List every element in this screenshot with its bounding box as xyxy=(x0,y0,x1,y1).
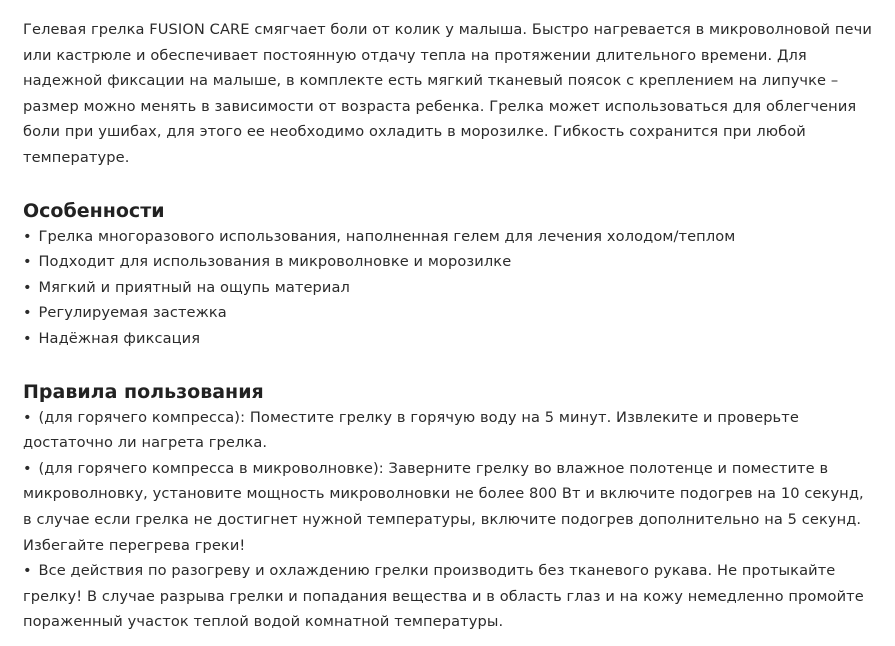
bullet-dot: • xyxy=(23,227,32,245)
features-item-text: Грелка многоразового использования, наполненная гелем для лечения холодом/теплом xyxy=(38,227,736,245)
rules-list-item xyxy=(23,558,875,635)
rules-item-text: (для горячего компресса в микроволновке): Заверните грелку во влажное полотенце и поместите в микроволновку, установите мощность микроволновки не более 800 Вт и включите подогрев на 10 секунд, в случае если грелка не достигнет нужной температуры, включите подогрев дополнительно на 5 секунд. Избегайте перегрева греки! xyxy=(23,459,864,554)
features-list-item xyxy=(23,300,875,326)
features-list xyxy=(23,224,875,352)
features-item-text: Подходит для использования в микроволновке и морозилке xyxy=(38,253,512,271)
features-item-text: Регулируемая застежка xyxy=(38,304,227,322)
bullet-dot: • xyxy=(23,304,32,322)
features-heading: Особенности xyxy=(23,199,165,222)
rules-list-item xyxy=(23,456,875,558)
intro-paragraph: Гелевая грелка FUSION CARE смягчает боли от колик у малыша. Быстро нагревается в микроволновой печи или кастрюле и обеспечивает постоянную отдачу тепла на протяжении длительного времени. Для надежной фиксации на малыше, в комплекте есть мягкий тканевый поясок с креплением на липучке – размер можно менять в зависимости от возраста ребенка. Грелка может использоваться для облегчения боли при ушибах, для этого ее необходимо охладить в морозилке. Гибкость сохранится при любой температуре. xyxy=(23,21,872,166)
rules-item-text: Все действия по разогреву и охлаждению грелки производить без тканевого рукава. Не протыкайте грелку! В случае разрыва грелки и попадания вещества и в область глаз и на кожу немедленно промойте пораженный участок теплой водой комнатной температуры. xyxy=(23,562,864,631)
product-description xyxy=(23,17,875,635)
features-item-text: Мягкий и приятный на ощупь материал xyxy=(38,278,350,296)
bullet-dot: • xyxy=(23,278,32,296)
features-list-item xyxy=(23,249,875,275)
bullet-dot: • xyxy=(23,253,32,271)
bullet-dot: • xyxy=(23,562,32,580)
rules-list-item xyxy=(23,405,875,456)
features-list-item xyxy=(23,224,875,250)
bullet-dot: • xyxy=(23,329,32,347)
features-item-text: Надёжная фиксация xyxy=(38,329,201,347)
features-list-item xyxy=(23,326,875,352)
bullet-dot: • xyxy=(23,408,32,426)
bullet-dot: • xyxy=(23,459,32,477)
features-list-item xyxy=(23,275,875,301)
rules-heading: Правила пользования xyxy=(23,380,264,403)
rules-item-text: (для горячего компресса): Поместите грелку в горячую воду на 5 минут. Извлеките и проверьте достаточно ли нагрета грелка. xyxy=(23,408,799,452)
rules-list xyxy=(23,405,875,635)
